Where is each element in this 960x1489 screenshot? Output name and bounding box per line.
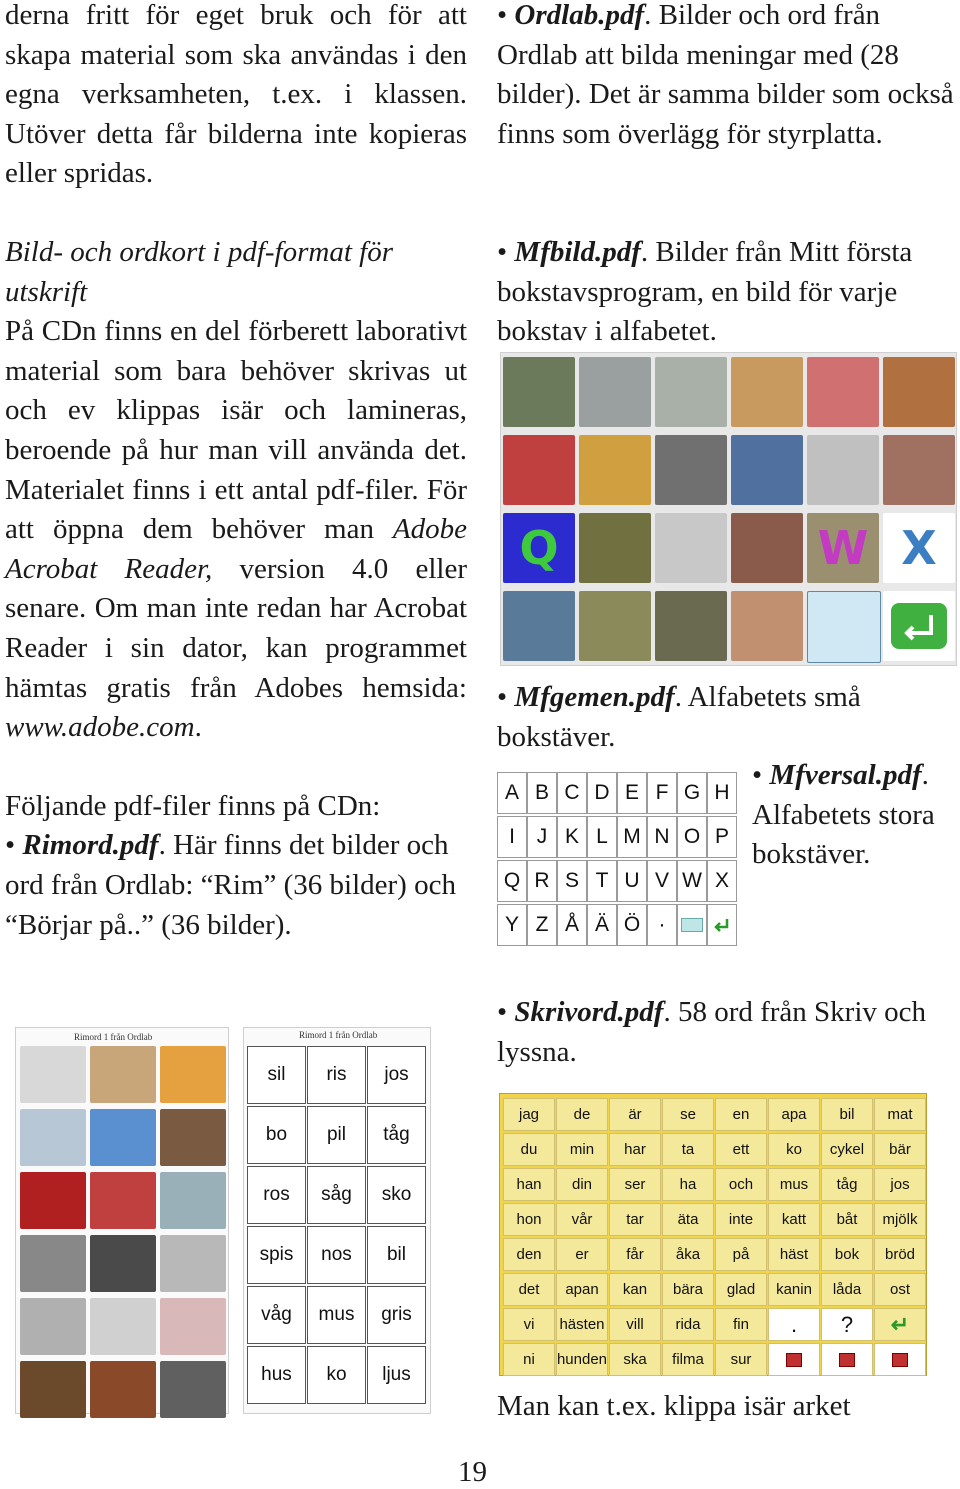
- rimord-word: ljus: [367, 1346, 426, 1404]
- skriv-tool-icon: [821, 1343, 873, 1376]
- letter-cell: Ö: [617, 904, 647, 946]
- mfbild-photo: [503, 357, 575, 427]
- skriv-word-cell: min: [556, 1133, 608, 1166]
- skriv-word-cell: ni: [503, 1343, 555, 1376]
- rimord-word: ris: [307, 1046, 366, 1104]
- letter-cell: I: [497, 816, 527, 858]
- mfbild-photo: [579, 513, 651, 583]
- rimord-photo: [160, 1109, 226, 1166]
- skriv-word-cell: låda: [821, 1273, 873, 1306]
- skriv-word-cell: ko: [768, 1133, 820, 1166]
- skriv-word-cell: på: [715, 1238, 767, 1271]
- mfbild-photo: [883, 357, 955, 427]
- skrivord-item: • Skrivord.pdf. 58 ord från Skriv och lyssna.: [497, 996, 927, 1068]
- letter-cell: P: [707, 816, 737, 858]
- skriv-word-cell: glad: [715, 1273, 767, 1306]
- rimord-photo: [160, 1361, 226, 1418]
- blank-input-tile: [807, 591, 881, 663]
- ordlab-description: . Bilder och ord från Ordlab att bilda meningar med (28 bilder). Det är samma bilder som också finns som överlägg för styrplatta.: [497, 0, 954, 150]
- letter-cell: D: [587, 772, 617, 814]
- skriv-word-cell: rida: [662, 1308, 714, 1341]
- mfversal-description: . Alfabetets stora bokstäver.: [752, 759, 935, 871]
- rimord-word: hus: [247, 1346, 306, 1404]
- letter-cell: A: [497, 772, 527, 814]
- closing-line: Man kan t.ex. klippa isär arket: [497, 1390, 851, 1422]
- skriv-word-cell: ↵: [874, 1308, 926, 1341]
- rimord-word: tåg: [367, 1106, 426, 1164]
- ordlab-item: • Ordlab.pdf. Bilder och ord från Ordlab att bilda meningar med (28 bilder). Det är samma bilder som också finns som överlägg för styrplatta.: [497, 0, 954, 150]
- mfbild-photo: [655, 357, 727, 427]
- skriv-word-cell: den: [503, 1238, 555, 1271]
- skrivord-description: . 58 ord från Skriv och lyssna.: [497, 996, 927, 1068]
- mfbild-photo: [731, 435, 803, 505]
- letter-cell: V: [647, 860, 677, 902]
- rimord-photo: [20, 1361, 86, 1418]
- skriv-word-cell: han: [503, 1168, 555, 1201]
- adobe-reader-text: Adobe Acrobat Reader,: [5, 513, 468, 585]
- mfbild-photo: [655, 513, 727, 583]
- rimord-photo: [90, 1046, 156, 1103]
- rimord-word: jos: [367, 1046, 426, 1104]
- mfbild-filename: Mfbild.pdf: [514, 236, 641, 268]
- skriv-word-cell: bok: [821, 1238, 873, 1271]
- skriv-word-cell: bröd: [874, 1238, 926, 1271]
- skriv-word-cell: de: [556, 1098, 608, 1131]
- skriv-word-cell: mus: [768, 1168, 820, 1201]
- skriv-word-cell: inte: [715, 1203, 767, 1236]
- body-paragraph: [5, 312, 467, 748]
- skriv-word-cell: och: [715, 1168, 767, 1201]
- ordlab-filename: Ordlab.pdf: [514, 0, 645, 31]
- skriv-word-cell: du: [503, 1133, 555, 1166]
- rimord-photo: [20, 1235, 86, 1292]
- letter-grid: [497, 772, 742, 947]
- letter-cell: Q: [497, 860, 527, 902]
- rimord-photo: [90, 1361, 156, 1418]
- letter-cell: E: [617, 772, 647, 814]
- rimord-word: såg: [307, 1166, 366, 1224]
- rimord-picture-sheet: [15, 1027, 229, 1414]
- mfbild-photo: [731, 513, 803, 583]
- rimord-photo: [90, 1109, 156, 1166]
- mfbild-item: • Mfbild.pdf. Bilder från Mitt första bokstavsprogram, en bild för varje bokstav i alfabetet.: [497, 236, 913, 348]
- letter-cell: U: [617, 860, 647, 902]
- letter-cell: G: [677, 772, 707, 814]
- mfbild-photo: [503, 435, 575, 505]
- rimord-word: gris: [367, 1286, 426, 1344]
- skriv-word-cell: filma: [662, 1343, 714, 1376]
- skrivord-word-grid: [499, 1093, 927, 1376]
- rimord-photo: [160, 1172, 226, 1229]
- letter-cell: Å: [557, 904, 587, 946]
- mfgemen-item: • Mfgemen.pdf. Alfabetets små bokstäver.: [497, 681, 861, 753]
- skriv-word-cell: hunden: [556, 1343, 608, 1376]
- mfversal-item: • Mfversal.pdf. Alfabetets stora bokstäver.: [752, 759, 935, 871]
- rimord-word: bil: [367, 1226, 426, 1284]
- left-section: [5, 233, 467, 945]
- left-column: [5, 0, 467, 194]
- body-text-2-end: .: [194, 711, 202, 744]
- mfbild-photo: [807, 435, 879, 505]
- skrivord-section: [497, 993, 957, 1072]
- skriv-word-cell: din: [556, 1168, 608, 1201]
- rimord-word: bo: [247, 1106, 306, 1164]
- mfversal-filename: Mfversal.pdf: [769, 759, 922, 791]
- skriv-word-cell: jos: [874, 1168, 926, 1201]
- skriv-word-cell: hästen: [556, 1308, 608, 1341]
- letter-cell: Z: [527, 904, 557, 946]
- letter-cell: C: [557, 772, 587, 814]
- skriv-word-cell: .: [768, 1308, 820, 1341]
- mfbild-photo: [655, 435, 727, 505]
- rimord-photo: [20, 1298, 86, 1355]
- skriv-word-cell: ost: [874, 1273, 926, 1306]
- rimord-photo: [90, 1235, 156, 1292]
- body-text-1: På CDn finns en del förberett laborativt material som bara behöver skrivas ut och ev klippas isär och lamineras, beroende på hur man vill använda det. Materialet finns i ett antal pdf-filer. För att öppna dem behöver man: [5, 315, 467, 546]
- letter-cell: J: [527, 816, 557, 858]
- mfbild-photo: [579, 435, 651, 505]
- right-column: [497, 0, 957, 154]
- skriv-word-cell: ska: [609, 1343, 661, 1376]
- letter-cell: M: [617, 816, 647, 858]
- skriv-word-cell: mat: [874, 1098, 926, 1131]
- skriv-word-cell: tar: [609, 1203, 661, 1236]
- skriv-word-cell: båt: [821, 1203, 873, 1236]
- rimord-word: mus: [307, 1286, 366, 1344]
- mfbild-photo: [807, 357, 879, 427]
- skrivord-filename: Skrivord.pdf: [514, 996, 664, 1028]
- skriv-word-cell: er: [556, 1238, 608, 1271]
- rimord-photo: [160, 1046, 226, 1103]
- rimord-word: nos: [307, 1226, 366, 1284]
- mfbild-picture-grid: [500, 352, 957, 666]
- mfbild-section: [497, 233, 957, 352]
- skriv-word-cell: har: [609, 1133, 661, 1166]
- rimord-photo: [20, 1172, 86, 1229]
- letter-cell: ·: [647, 904, 677, 946]
- rimord-word-caption: Rimord 1 från Ordlab: [299, 1030, 378, 1040]
- letter-cell: S: [557, 860, 587, 902]
- mfbild-photo: [579, 591, 651, 661]
- letter-cell: K: [557, 816, 587, 858]
- page-number: 19: [458, 1456, 487, 1488]
- skriv-word-cell: det: [503, 1273, 555, 1306]
- letter-cell: Y: [497, 904, 527, 946]
- mfgemen-filename: Mfgemen.pdf: [514, 681, 675, 713]
- mfbild-photo: [731, 591, 803, 661]
- rimord-photo: [160, 1235, 226, 1292]
- rimord-photo: [20, 1046, 86, 1103]
- skriv-word-cell: katt: [768, 1203, 820, 1236]
- rimord-word: ko: [307, 1346, 366, 1404]
- mfbild-photo: [503, 591, 575, 661]
- mfbild-letter-tile: W: [807, 513, 879, 583]
- skriv-word-cell: vill: [609, 1308, 661, 1341]
- rimord-description: . Här finns det bilder och ord från Ordlab: “Rim” (36 bilder) och “Börjar på..” (36 bilder).: [5, 829, 456, 941]
- letter-cell: L: [587, 816, 617, 858]
- rimord-word: våg: [247, 1286, 306, 1344]
- rimord-filename: Rimord.pdf: [22, 829, 159, 862]
- mfgemen-section: [497, 678, 957, 757]
- rimord-word: sko: [367, 1166, 426, 1224]
- skriv-word-cell: ett: [715, 1133, 767, 1166]
- rimord-word: ros: [247, 1166, 306, 1224]
- mfgemen-description: . Alfabetets små bokstäver.: [497, 681, 861, 753]
- skriv-word-cell: får: [609, 1238, 661, 1271]
- letter-cell: F: [647, 772, 677, 814]
- rimord-photo: [90, 1298, 156, 1355]
- rimord-item: • Rimord.pdf. Här finns det bilder och ord från Ordlab: “Rim” (36 bilder) och “Börjar på..” (36 bilder).: [5, 829, 456, 941]
- skriv-word-cell: vi: [503, 1308, 555, 1341]
- letter-cell: O: [677, 816, 707, 858]
- skriv-word-cell: apan: [556, 1273, 608, 1306]
- rimord-word: pil: [307, 1106, 366, 1164]
- skriv-word-cell: ?: [821, 1308, 873, 1341]
- skriv-word-cell: mjölk: [874, 1203, 926, 1236]
- mfbild-letter-tile: Q: [503, 513, 575, 583]
- skriv-word-cell: häst: [768, 1238, 820, 1271]
- letter-cell: B: [527, 772, 557, 814]
- skriv-tool-icon: [874, 1343, 926, 1376]
- skriv-word-cell: åka: [662, 1238, 714, 1271]
- mfbild-description: . Bilder från Mitt första bokstavsprogram, en bild för varje bokstav i alfabetet.: [497, 236, 913, 348]
- letter-cell: X: [707, 860, 737, 902]
- letter-cell: T: [587, 860, 617, 902]
- mfversal-section: [752, 756, 960, 875]
- skriv-word-cell: apa: [768, 1098, 820, 1131]
- skriv-word-cell: jag: [503, 1098, 555, 1131]
- intro-paragraph: derna fritt för eget bruk och för att skapa material som ska användas i den egna verksamheten, t.ex. i klassen. Utöver detta får bilderna inte kopieras eller spridas.: [5, 0, 467, 190]
- letter-cell: R: [527, 860, 557, 902]
- enter-icon: [883, 591, 955, 661]
- skriv-word-cell: ha: [662, 1168, 714, 1201]
- skriv-word-cell: tåg: [821, 1168, 873, 1201]
- letter-cell: Ä: [587, 904, 617, 946]
- skriv-word-cell: bära: [662, 1273, 714, 1306]
- skriv-word-cell: fin: [715, 1308, 767, 1341]
- letter-cell: W: [677, 860, 707, 902]
- mfbild-photo: [731, 357, 803, 427]
- rimord-photo: [160, 1298, 226, 1355]
- rimord-word: spis: [247, 1226, 306, 1284]
- letter-cell: N: [647, 816, 677, 858]
- rimord-word: sil: [247, 1046, 306, 1104]
- rimord-photo: [90, 1172, 156, 1229]
- skriv-word-cell: hon: [503, 1203, 555, 1236]
- skriv-word-cell: ta: [662, 1133, 714, 1166]
- skriv-word-cell: bär: [874, 1133, 926, 1166]
- mfbild-photo: [883, 435, 955, 505]
- skriv-word-cell: ser: [609, 1168, 661, 1201]
- skriv-word-cell: äta: [662, 1203, 714, 1236]
- adobe-link[interactable]: www.adobe.com: [5, 711, 195, 744]
- section-heading: Bild- och ordkort i pdf-format för utskrift: [5, 236, 393, 308]
- skriv-tool-icon: [768, 1343, 820, 1376]
- body-text-2: version 4.0 eller senare. Om man inte redan har Acrobat Reader i sin dator, kan programmet hämtas gratis från Adobes hemsida:: [5, 552, 467, 704]
- skriv-word-cell: se: [662, 1098, 714, 1131]
- mfbild-letter-tile: X: [883, 513, 955, 583]
- letter-cell: H: [707, 772, 737, 814]
- list-intro: Följande pdf-filer finns på CDn:: [5, 789, 381, 822]
- skriv-word-cell: är: [609, 1098, 661, 1131]
- blank-letter-cell: [677, 904, 707, 946]
- skriv-word-cell: sur: [715, 1343, 767, 1376]
- mfbild-photo: [655, 591, 727, 661]
- rimord-sheet-caption: Rimord 1 från Ordlab: [74, 1032, 153, 1042]
- skriv-word-cell: bil: [821, 1098, 873, 1131]
- rimord-photo: [20, 1109, 86, 1166]
- enter-icon: [707, 904, 737, 946]
- skriv-word-cell: vår: [556, 1203, 608, 1236]
- skriv-word-cell: cykel: [821, 1133, 873, 1166]
- skriv-word-cell: kan: [609, 1273, 661, 1306]
- mfbild-photo: [579, 357, 651, 427]
- skriv-word-cell: en: [715, 1098, 767, 1131]
- skriv-word-cell: kanin: [768, 1273, 820, 1306]
- rimord-word-sheet: [243, 1027, 431, 1414]
